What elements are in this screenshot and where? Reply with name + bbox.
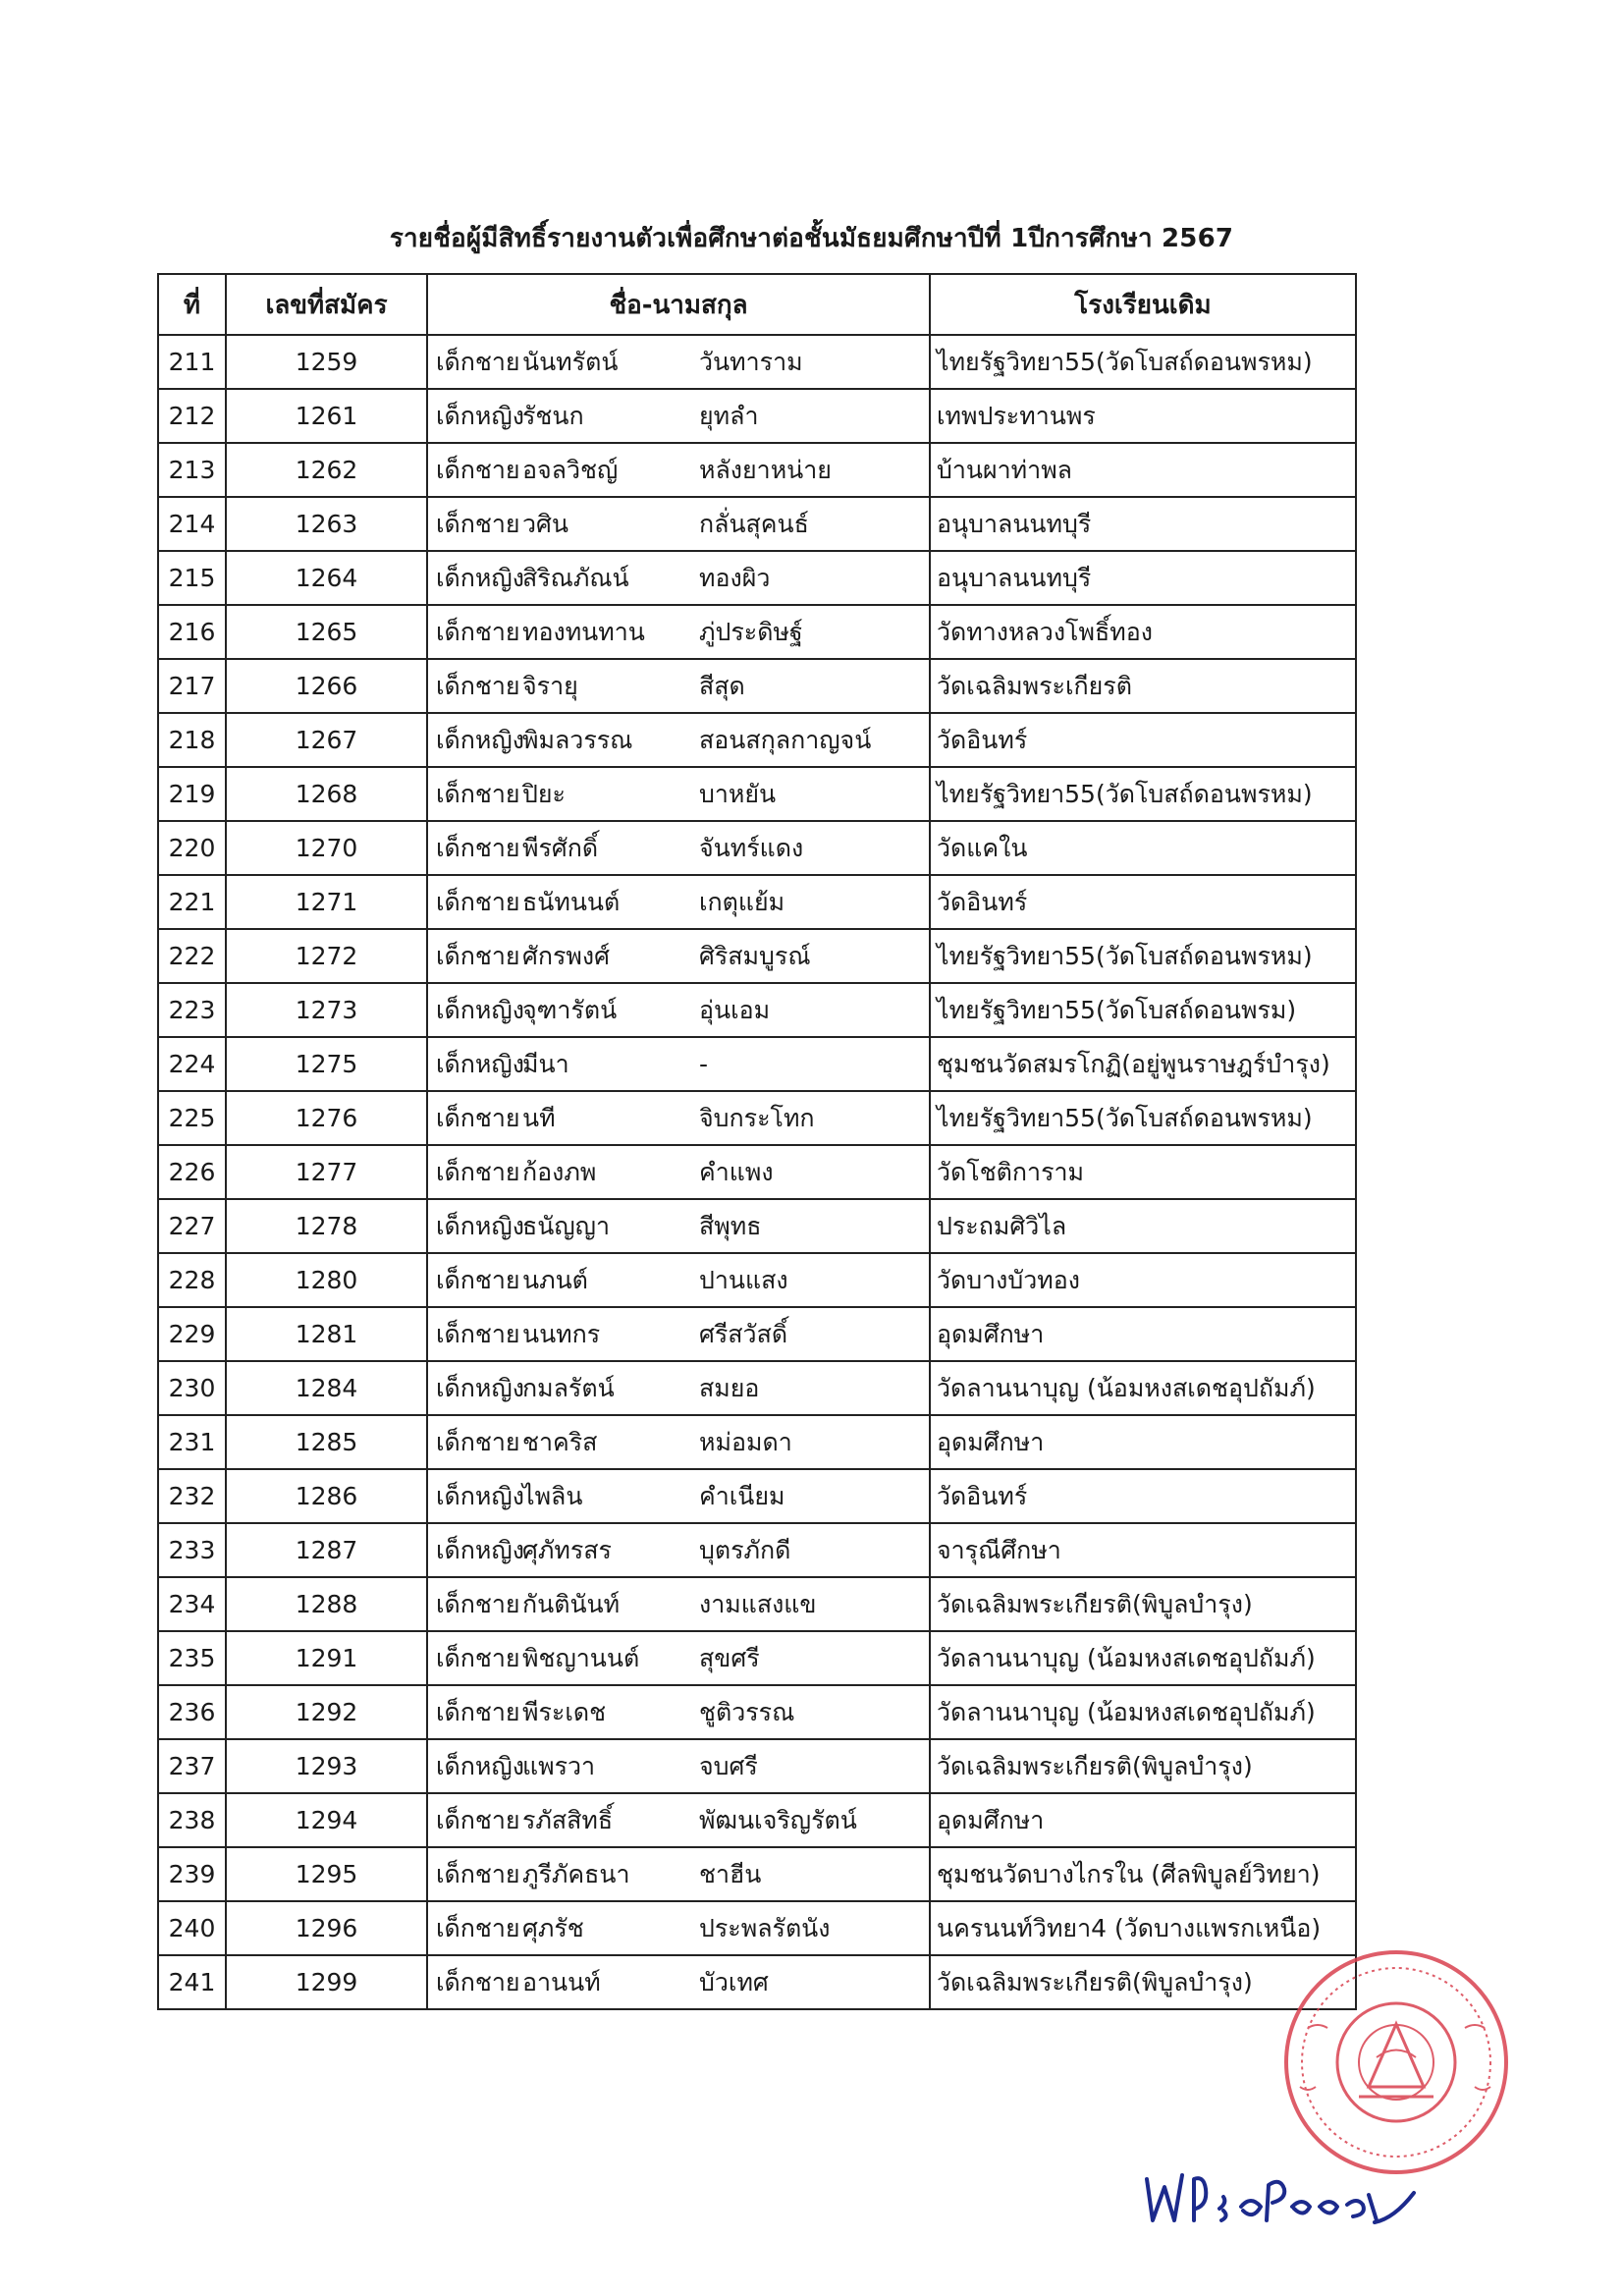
- first-name: แพรวา: [522, 1751, 596, 1780]
- last-name: ปานแสง: [699, 1265, 788, 1294]
- last-name: ยุทลำ: [699, 401, 759, 430]
- name-prefix: เด็กหญิง: [436, 1211, 524, 1240]
- table-row: [158, 1037, 1356, 1091]
- first-name: ศักรพงศ์: [522, 941, 610, 970]
- application-number: 1287: [226, 1523, 427, 1577]
- name-prefix: เด็กหญิง: [436, 1535, 524, 1564]
- name-prefix: เด็กชาย: [436, 1157, 520, 1186]
- table-row: [158, 443, 1356, 497]
- previous-school: วัดโชติการาม: [930, 1145, 1356, 1199]
- name-prefix: เด็กชาย: [436, 671, 520, 700]
- last-name: จันทร์แดง: [699, 833, 804, 862]
- student-name-cell: [427, 551, 930, 605]
- previous-school: วัดอินทร์: [930, 713, 1356, 767]
- last-name: ศิริสมบูรณ์: [699, 941, 811, 970]
- first-name: กมลรัตน์: [522, 1373, 615, 1402]
- name-prefix: เด็กชาย: [436, 1427, 520, 1456]
- last-name: บัวเทศ: [699, 1967, 769, 1996]
- student-name-cell: [427, 1739, 930, 1793]
- table-row: [158, 767, 1356, 821]
- name-prefix: เด็กชาย: [436, 347, 520, 376]
- student-name-cell: [427, 1361, 930, 1415]
- application-number: 1280: [226, 1253, 427, 1307]
- row-number: 220: [158, 821, 226, 875]
- last-name: สุขศรี: [699, 1643, 760, 1672]
- application-number: 1286: [226, 1469, 427, 1523]
- first-name: จิรายุ: [522, 671, 578, 700]
- table-row: [158, 1469, 1356, 1523]
- table-row: [158, 1253, 1356, 1307]
- last-name: บาหยัน: [699, 779, 777, 808]
- row-number: 227: [158, 1199, 226, 1253]
- first-name: พิชญานนต์: [522, 1643, 640, 1672]
- previous-school: ไทยรัฐวิทยา55(วัดโบสถ์ดอนพรหม): [930, 929, 1356, 983]
- previous-school: วัดเฉลิมพระเกียรติ(พิบูลบำรุง): [930, 1577, 1356, 1631]
- student-name-cell: [427, 1901, 930, 1955]
- student-name-cell: [427, 1145, 930, 1199]
- application-number: 1275: [226, 1037, 427, 1091]
- previous-school: ไทยรัฐวิทยา55(วัดโบสถ์ดอนพรหม): [930, 767, 1356, 821]
- last-name: พัฒนเจริญรัตน์: [699, 1805, 857, 1834]
- previous-school: อนุบาลนนทบุรี: [930, 497, 1356, 551]
- previous-school: อุดมศึกษา: [930, 1793, 1356, 1847]
- application-number: 1263: [226, 497, 427, 551]
- table-row: [158, 1793, 1356, 1847]
- table-row: [158, 1955, 1356, 2009]
- application-number: 1266: [226, 659, 427, 713]
- table-row: [158, 929, 1356, 983]
- table-row: [158, 497, 1356, 551]
- last-name: งามแสงแข: [699, 1589, 817, 1618]
- row-number: 228: [158, 1253, 226, 1307]
- first-name: ชาคริส: [522, 1427, 598, 1456]
- last-name: ประพลรัตนัง: [699, 1913, 831, 1942]
- row-number: 223: [158, 983, 226, 1037]
- student-name-cell: [427, 767, 930, 821]
- first-name: ธนัญญา: [522, 1211, 610, 1240]
- last-name: ภู่ประดิษฐ์: [699, 617, 803, 646]
- row-number: 233: [158, 1523, 226, 1577]
- previous-school: วัดลานนาบุญ (น้อมหงสเดชอุปถัมภ์): [930, 1361, 1356, 1415]
- previous-school: จารุณีศึกษา: [930, 1523, 1356, 1577]
- row-number: 232: [158, 1469, 226, 1523]
- first-name: นภนต์: [522, 1265, 588, 1294]
- row-number: 224: [158, 1037, 226, 1091]
- row-number: 236: [158, 1685, 226, 1739]
- name-prefix: เด็กชาย: [436, 1913, 520, 1942]
- application-number: 1291: [226, 1631, 427, 1685]
- last-name: หลังยาหน่าย: [699, 455, 832, 484]
- row-number: 238: [158, 1793, 226, 1847]
- previous-school: วัดเฉลิมพระเกียรติ(พิบูลบำรุง): [930, 1739, 1356, 1793]
- table-row: [158, 1415, 1356, 1469]
- name-prefix: เด็กชาย: [436, 1967, 520, 1996]
- last-name: ทองผิว: [699, 563, 771, 592]
- application-number: 1293: [226, 1739, 427, 1793]
- row-number: 230: [158, 1361, 226, 1415]
- first-name: วศิน: [522, 509, 568, 538]
- previous-school: ไทยรัฐวิทยา55(วัดโบสถ์ดอนพรม): [930, 983, 1356, 1037]
- table-row: [158, 1307, 1356, 1361]
- previous-school: วัดอินทร์: [930, 875, 1356, 929]
- table-row: [158, 875, 1356, 929]
- application-number: 1292: [226, 1685, 427, 1739]
- row-number: 211: [158, 335, 226, 389]
- table-row: [158, 1685, 1356, 1739]
- row-number: 216: [158, 605, 226, 659]
- student-name-cell: [427, 713, 930, 767]
- table-row: [158, 1145, 1356, 1199]
- student-name-cell: [427, 1091, 930, 1145]
- previous-school: วัดแคใน: [930, 821, 1356, 875]
- row-number: 234: [158, 1577, 226, 1631]
- row-number: 219: [158, 767, 226, 821]
- student-name-cell: [427, 1955, 930, 2009]
- student-name-cell: [427, 983, 930, 1037]
- name-prefix: เด็กชาย: [436, 617, 520, 646]
- name-prefix: เด็กชาย: [436, 1589, 520, 1618]
- last-name: หม่อมดา: [699, 1427, 792, 1456]
- name-prefix: เด็กชาย: [436, 1103, 520, 1132]
- name-prefix: เด็กชาย: [436, 833, 520, 862]
- application-number: 1295: [226, 1847, 427, 1901]
- table-row: [158, 1361, 1356, 1415]
- previous-school: วัดลานนาบุญ (น้อมหงสเดชอุปถัมภ์): [930, 1685, 1356, 1739]
- name-prefix: เด็กหญิง: [436, 725, 524, 754]
- last-name: สีพุทธ: [699, 1211, 762, 1240]
- application-number: 1285: [226, 1415, 427, 1469]
- name-prefix: เด็กชาย: [436, 509, 520, 538]
- table-row: [158, 605, 1356, 659]
- column-header-app-no: เลขที่สมัคร: [226, 274, 427, 335]
- student-name-cell: [427, 1307, 930, 1361]
- last-name: ศรีสวัสดิ์: [699, 1319, 788, 1348]
- first-name: นนทกร: [522, 1319, 601, 1348]
- student-name-cell: [427, 1037, 930, 1091]
- application-number: 1288: [226, 1577, 427, 1631]
- row-number: 214: [158, 497, 226, 551]
- previous-school: เทพประทานพร: [930, 389, 1356, 443]
- last-name: ชาฮีน: [699, 1859, 762, 1888]
- row-number: 240: [158, 1901, 226, 1955]
- previous-school: บ้านผาท่าพล: [930, 443, 1356, 497]
- application-number: 1277: [226, 1145, 427, 1199]
- application-number: 1270: [226, 821, 427, 875]
- row-number: 222: [158, 929, 226, 983]
- table-body: [158, 335, 1356, 2009]
- table-row: [158, 1199, 1356, 1253]
- row-number: 215: [158, 551, 226, 605]
- name-prefix: เด็กชาย: [436, 455, 520, 484]
- first-name: นที: [522, 1103, 556, 1132]
- table-row: [158, 1901, 1356, 1955]
- previous-school: วัดอินทร์: [930, 1469, 1356, 1523]
- student-name-cell: [427, 929, 930, 983]
- row-number: 235: [158, 1631, 226, 1685]
- row-number: 237: [158, 1739, 226, 1793]
- last-name: วันทาราม: [699, 347, 803, 376]
- previous-school: วัดเฉลิมพระเกียรติ(พิบูลบำรุง): [930, 1955, 1356, 2009]
- table-row: [158, 1631, 1356, 1685]
- student-name-cell: [427, 875, 930, 929]
- application-number: 1272: [226, 929, 427, 983]
- document-title: รายชื่อผู้มีสิทธิ์รายงานตัวเพื่อศึกษาต่อชั้นมัธยมศึกษาปีที่ 1ปีการศึกษา 2567: [389, 224, 1234, 253]
- first-name: พิมลวรรณ: [522, 725, 633, 754]
- last-name: ชูติวรรณ: [699, 1697, 795, 1726]
- name-prefix: เด็กชาย: [436, 1805, 520, 1834]
- name-prefix: เด็กชาย: [436, 1643, 520, 1672]
- previous-school: อุดมศึกษา: [930, 1415, 1356, 1469]
- table-header-row: [158, 274, 1356, 335]
- handwritten-signature: [1139, 2165, 1434, 2234]
- application-number: 1265: [226, 605, 427, 659]
- application-number: 1268: [226, 767, 427, 821]
- name-prefix: เด็กชาย: [436, 779, 520, 808]
- first-name: พีรศักดิ์: [522, 833, 599, 862]
- previous-school: ชุมชนวัดบางไกรใน (ศีลพิบูลย์วิทยา): [930, 1847, 1356, 1901]
- name-prefix: เด็กหญิง: [436, 401, 524, 430]
- table-row: [158, 713, 1356, 767]
- first-name: จุฑารัตน์: [522, 995, 618, 1024]
- row-number: 217: [158, 659, 226, 713]
- student-name-cell: [427, 1847, 930, 1901]
- previous-school: ไทยรัฐวิทยา55(วัดโบสถ์ดอนพรหม): [930, 1091, 1356, 1145]
- first-name: มีนา: [522, 1049, 569, 1078]
- student-name-cell: [427, 1199, 930, 1253]
- row-number: 241: [158, 1955, 226, 2009]
- name-prefix: เด็กชาย: [436, 887, 520, 916]
- row-number: 221: [158, 875, 226, 929]
- student-name-cell: [427, 821, 930, 875]
- student-name-cell: [427, 389, 930, 443]
- last-name: จิบกระโทก: [699, 1103, 815, 1132]
- first-name: สิริณภัณน์: [522, 563, 629, 592]
- last-name: คำเนียม: [699, 1481, 785, 1510]
- table-row: [158, 551, 1356, 605]
- first-name: ไพลิน: [522, 1481, 583, 1510]
- name-prefix: เด็กชาย: [436, 1265, 520, 1294]
- student-name-cell: [427, 1469, 930, 1523]
- column-header-school: โรงเรียนเดิม: [930, 274, 1356, 335]
- table-row: [158, 1847, 1356, 1901]
- student-name-cell: [427, 1523, 930, 1577]
- previous-school: อุดมศึกษา: [930, 1307, 1356, 1361]
- row-number: 225: [158, 1091, 226, 1145]
- name-prefix: เด็กชาย: [436, 1859, 520, 1888]
- roster-table: [157, 273, 1357, 2010]
- application-number: 1271: [226, 875, 427, 929]
- student-name-cell: [427, 605, 930, 659]
- student-name-cell: [427, 659, 930, 713]
- last-name: -: [699, 1049, 709, 1078]
- table-row: [158, 1523, 1356, 1577]
- row-number: 229: [158, 1307, 226, 1361]
- first-name: รัชนก: [522, 401, 584, 430]
- name-prefix: เด็กหญิง: [436, 1049, 524, 1078]
- table-row: [158, 821, 1356, 875]
- row-number: 239: [158, 1847, 226, 1901]
- first-name: ธนัทนนต์: [522, 887, 621, 916]
- first-name: กันตินันท์: [522, 1589, 621, 1618]
- row-number: 218: [158, 713, 226, 767]
- application-number: 1273: [226, 983, 427, 1037]
- first-name: ทองทนทาน: [522, 617, 645, 646]
- application-number: 1262: [226, 443, 427, 497]
- last-name: สอนสกุลกาญจน์: [699, 725, 872, 754]
- application-number: 1261: [226, 389, 427, 443]
- application-number: 1294: [226, 1793, 427, 1847]
- row-number: 213: [158, 443, 226, 497]
- first-name: รภัสสิทธิ์: [522, 1805, 614, 1834]
- name-prefix: เด็กชาย: [436, 941, 520, 970]
- table-row: [158, 1091, 1356, 1145]
- column-header-no: ที่: [158, 274, 226, 335]
- last-name: คำแพง: [699, 1157, 774, 1186]
- previous-school: ไทยรัฐวิทยา55(วัดโบสถ์ดอนพรหม): [930, 335, 1356, 389]
- name-prefix: เด็กหญิง: [436, 1751, 524, 1780]
- table-row: [158, 1577, 1356, 1631]
- table-row: [158, 1739, 1356, 1793]
- student-name-cell: [427, 1793, 930, 1847]
- student-name-cell: [427, 1631, 930, 1685]
- application-number: 1281: [226, 1307, 427, 1361]
- table-row: [158, 659, 1356, 713]
- application-number: 1259: [226, 335, 427, 389]
- first-name: อจลวิชญ์: [522, 455, 619, 484]
- name-prefix: เด็กหญิง: [436, 1373, 524, 1402]
- last-name: จบศรี: [699, 1751, 758, 1780]
- student-name-cell: [427, 1577, 930, 1631]
- first-name: อานนท์: [522, 1967, 601, 1996]
- last-name: กลั่นสุคนธ์: [699, 509, 809, 538]
- first-name: ศุภรัช: [522, 1913, 584, 1942]
- first-name: ก้องภพ: [522, 1157, 597, 1186]
- table-row: [158, 335, 1356, 389]
- student-name-cell: [427, 1685, 930, 1739]
- previous-school: วัดบางบัวทอง: [930, 1253, 1356, 1307]
- first-name: พีระเดช: [522, 1697, 607, 1726]
- previous-school: อนุบาลนนทบุรี: [930, 551, 1356, 605]
- previous-school: วัดลานนาบุญ (น้อมหงสเดชอุปถัมภ์): [930, 1631, 1356, 1685]
- row-number: 212: [158, 389, 226, 443]
- application-number: 1276: [226, 1091, 427, 1145]
- name-prefix: เด็กหญิง: [436, 1481, 524, 1510]
- application-number: 1284: [226, 1361, 427, 1415]
- first-name: ภูรีภัคธนา: [522, 1859, 630, 1888]
- student-name-cell: [427, 497, 930, 551]
- previous-school: นครนนท์วิทยา4 (วัดบางแพรกเหนือ): [930, 1901, 1356, 1955]
- last-name: เกตุแย้ม: [699, 887, 785, 916]
- row-number: 231: [158, 1415, 226, 1469]
- application-number: 1264: [226, 551, 427, 605]
- first-name: ปิยะ: [522, 779, 566, 808]
- first-name: นันทรัตน์: [522, 347, 619, 376]
- student-name-cell: [427, 335, 930, 389]
- name-prefix: เด็กหญิง: [436, 563, 524, 592]
- last-name: บุตรภักดี: [699, 1535, 791, 1564]
- previous-school: วัดทางหลวงโพธิ์ทอง: [930, 605, 1356, 659]
- column-header-name: ชื่อ-นามสกุล: [427, 274, 930, 335]
- last-name: สีสุด: [699, 671, 745, 700]
- student-name-cell: [427, 1253, 930, 1307]
- application-number: 1278: [226, 1199, 427, 1253]
- last-name: สมยอ: [699, 1373, 760, 1402]
- table-row: [158, 983, 1356, 1037]
- previous-school: วัดเฉลิมพระเกียรติ: [930, 659, 1356, 713]
- student-name-cell: [427, 1415, 930, 1469]
- student-name-cell: [427, 443, 930, 497]
- first-name: ศุภัทรสร: [522, 1535, 612, 1564]
- previous-school: ชุมชนวัดสมรโกฏิ(อยู่พูนราษฎร์บำรุง): [930, 1037, 1356, 1091]
- application-number: 1267: [226, 713, 427, 767]
- previous-school: ประถมศิวิไล: [930, 1199, 1356, 1253]
- application-number: 1299: [226, 1955, 427, 2009]
- row-number: 226: [158, 1145, 226, 1199]
- last-name: อุ่นเอม: [699, 995, 771, 1024]
- table-row: [158, 389, 1356, 443]
- name-prefix: เด็กชาย: [436, 1697, 520, 1726]
- name-prefix: เด็กหญิง: [436, 995, 524, 1024]
- application-number: 1296: [226, 1901, 427, 1955]
- name-prefix: เด็กชาย: [436, 1319, 520, 1348]
